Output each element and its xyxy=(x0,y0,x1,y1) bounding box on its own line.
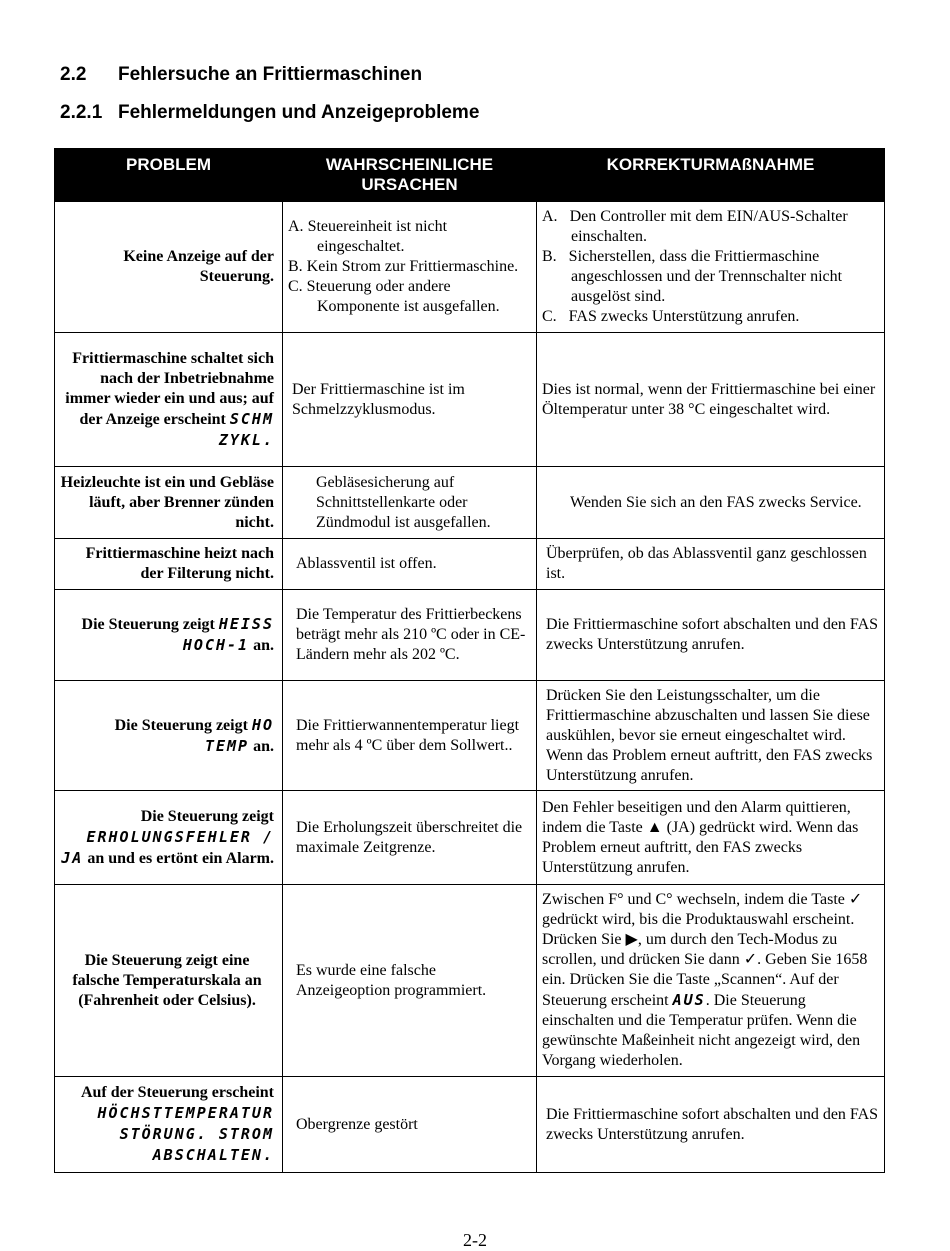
problem-cell: Auf der Steuerung erscheint HÖCHSTTEMPERATUR STÖRUNG. STROM ABSCHALTEN. xyxy=(55,1077,283,1173)
section-number: 2.2 xyxy=(60,64,87,85)
table-row xyxy=(55,202,885,333)
page-number: 2-2 xyxy=(463,1230,487,1250)
problem-cell: Die Steuerung zeigt HEISS HOCH-1 an. xyxy=(55,590,283,681)
fix-cell xyxy=(537,202,885,333)
fix-cell: Den Fehler beseitigen und den Alarm quittieren, indem die Taste ▲ (JA) gedrückt wird. Wenn das Problem erneut auftritt, den FAS zwecks Unterstützung anrufen. xyxy=(537,791,885,885)
header-fix: KORREKTURMAßNAHME xyxy=(537,149,885,202)
section-heading xyxy=(60,64,422,86)
table-header-row xyxy=(55,149,885,202)
problem-cell: Die Steuerung zeigt ERHOLUNGSFEHLER / JA an und es ertönt ein Alarm. xyxy=(55,791,283,885)
display-code: AUS xyxy=(672,991,706,1009)
subsection-title: Fehlermeldungen und Anzeigeprobleme xyxy=(118,102,480,123)
fix-cell: Wenden Sie sich an den FAS zwecks Service. xyxy=(537,467,885,539)
table-row xyxy=(55,539,885,590)
fix-cell: Drücken Sie den Leistungsschalter, um die Frittiermaschine abzuschalten und lassen Sie diese auskühlen, bevor sie erneut eingeschaltet wird. Wenn das Problem erneut auftritt, den FAS zwecks Unterstützung anrufen. xyxy=(537,681,885,791)
table-row xyxy=(55,681,885,791)
fix-cell: Zwischen F° und C° wechseln, indem die Taste ✓ gedrückt wird, bis die Produktauswahl erscheint. Drücken Sie ▶, um durch den Tech-Modus zu scrollen, und drücken Sie dann ✓. Geben Sie 1658 ein. Drücken Sie die Taste „Scannen“. Auf der Steuerung erscheint AUS. Die Steuerung einschalten und die Temperatur prüfen. Wenn die gewünschte Maßeinheit nicht angezeigt wird, den Vorgang wiederholen. xyxy=(537,885,885,1077)
cause-cell: Die Temperatur des Frittierbeckens beträgt mehr als 210 ºC oder in CE-Ländern mehr als 202 ºC. xyxy=(283,590,537,681)
cause-cell: Gebläsesicherung auf Schnittstellenkarte oder Zündmodul ist ausgefallen. xyxy=(283,467,537,539)
display-code: SCHM ZYKL. xyxy=(218,409,274,449)
fix-cell: Die Frittiermaschine sofort abschalten und den FAS zwecks Unterstützung anrufen. xyxy=(537,1077,885,1173)
list-item: A. Steuereinheit ist nicht eingeschaltet. xyxy=(288,218,448,255)
list-item: C. Steuerung oder andere Komponente ist ausgefallen. xyxy=(288,278,500,315)
subsection-number: 2.2.1 xyxy=(60,102,103,123)
fix-cell: Dies ist normal, wenn der Frittiermaschine bei einer Öltemperatur unter 38 °C eingeschaltet wird. xyxy=(537,333,885,467)
fix-cell: Die Frittiermaschine sofort abschalten und den FAS zwecks Unterstützung anrufen. xyxy=(537,590,885,681)
list-item: A. Den Controller mit dem EIN/AUS-Schalter einschalten. xyxy=(542,208,848,245)
problem-cell: Heizleuchte ist ein und Gebläse läuft, aber Brenner zünden nicht. xyxy=(55,467,283,539)
table-row xyxy=(55,467,885,539)
problem-cell: Die Steuerung zeigt eine falsche Temperaturskala an (Fahrenheit oder Celsius). xyxy=(55,885,283,1077)
problem-cell: Frittiermaschine heizt nach der Filterung nicht. xyxy=(55,539,283,590)
display-code: HEISS HOCH-1 xyxy=(182,615,274,654)
list-item: B. Sicherstellen, dass die Frittiermaschine angeschlossen und der Trennschalter nicht ausgelöst sind. xyxy=(542,248,843,305)
cause-cell xyxy=(283,202,537,333)
header-problem: PROBLEM xyxy=(55,149,283,202)
cause-cell: Der Frittiermaschine ist im Schmelzzyklusmodus. xyxy=(283,333,537,467)
cause-cell: Die Erholungszeit überschreitet die maximale Zeitgrenze. xyxy=(283,791,537,885)
problem-cell: Die Steuerung zeigt HO TEMP an. xyxy=(55,681,283,791)
problem-cell: Keine Anzeige auf der Steuerung. xyxy=(55,202,283,333)
cause-cell: Ablassventil ist offen. xyxy=(283,539,537,590)
problem-cell: Frittiermaschine schaltet sich nach der Inbetriebnahme immer wieder ein und aus; auf der Anzeige erscheint SCHM ZYKL. xyxy=(55,333,283,467)
list-item: C. FAS zwecks Unterstützung anrufen. xyxy=(542,308,800,325)
table-row xyxy=(55,333,885,467)
section-title: Fehlersuche an Frittiermaschinen xyxy=(118,64,423,85)
list-item: B. Kein Strom zur Frittiermaschine. xyxy=(288,258,519,275)
cause-cell: Die Frittierwannentemperatur liegt mehr als 4 ºC über dem Sollwert.. xyxy=(283,681,537,791)
fix-cell: Überprüfen, ob das Ablassventil ganz geschlossen ist. xyxy=(537,539,885,590)
cause-cell: Obergrenze gestört xyxy=(283,1077,537,1173)
table-row xyxy=(55,1077,885,1173)
header-cause: WAHRSCHEINLICHE URSACHEN xyxy=(283,149,537,202)
display-code: ERHOLUNGSFEHLER / JA xyxy=(61,827,274,867)
subsection-heading xyxy=(60,102,479,124)
display-code: HO TEMP xyxy=(204,715,274,755)
troubleshooting-table xyxy=(54,148,885,1173)
table-row xyxy=(55,791,885,885)
cause-cell: Es wurde eine falsche Anzeigeoption programmiert. xyxy=(283,885,537,1077)
table-row xyxy=(55,590,885,681)
table-row xyxy=(55,885,885,1077)
display-code: HÖCHSTTEMPERATUR STÖRUNG. STROM ABSCHALTEN. xyxy=(97,1104,274,1164)
